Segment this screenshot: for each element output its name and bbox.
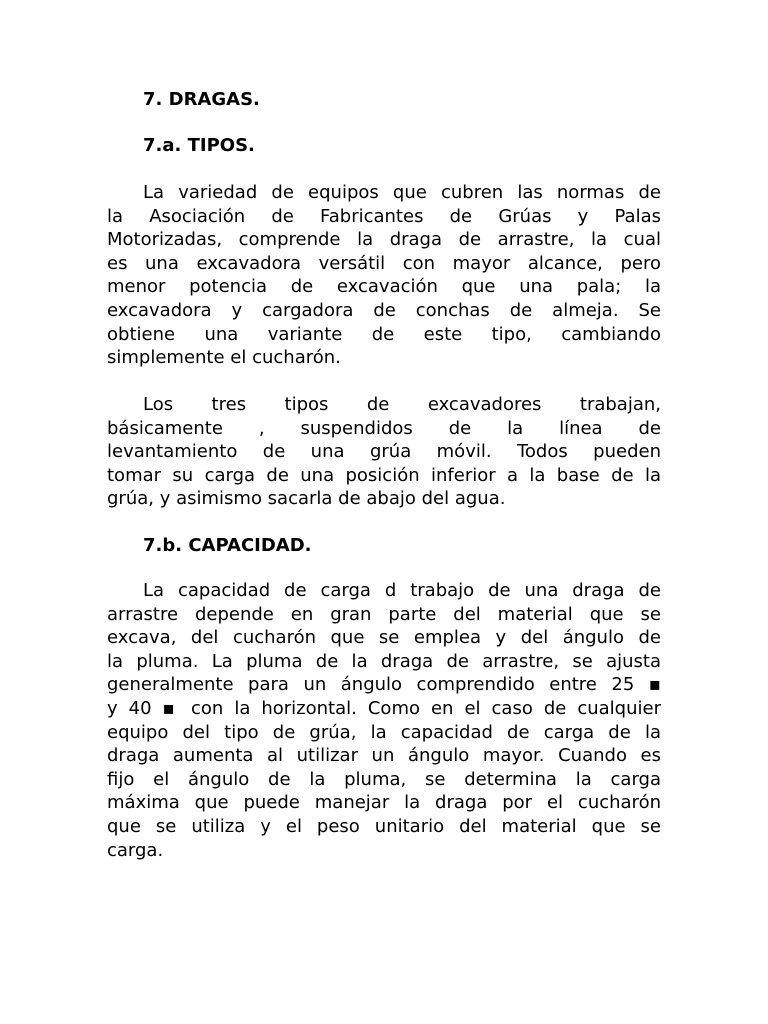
paragraph-line: carga. <box>107 839 164 861</box>
paragraph-line: excavadora y cargadora de conchas de almeja. Se <box>107 299 661 321</box>
paragraph-line: Los tres tipos de excavadores trabajan, <box>143 394 661 415</box>
paragraph-line: máxima que puede manejar la draga por el cucharón <box>107 792 661 814</box>
paragraph-line: generalmente para un ángulo comprendido entre 25 ▪ <box>107 674 661 696</box>
paragraph-line: menor potencia de excavación que una pala; la <box>107 276 661 298</box>
paragraph-line: tomar su carga de una posición inferior a la base de la <box>107 464 661 486</box>
paragraph-line: simplemente el cucharón. <box>107 347 341 369</box>
paragraph-line: levantamiento de una grúa móvil. Todos pueden <box>107 441 661 463</box>
subsection-heading-capacidad: 7.b. CAPACIDAD. <box>143 535 312 556</box>
paragraph-tipos-2 <box>107 393 661 511</box>
paragraph-line: draga aumenta al utilizar un ángulo mayor. Cuando es <box>107 745 661 767</box>
paragraph-line: La variedad de equipos que cubren las normas de <box>143 182 661 203</box>
paragraph-line: que se utiliza y el peso unitario del material que se <box>107 815 661 837</box>
paragraph-line: grúa, y asimismo sacarla de abajo del agua. <box>107 488 506 510</box>
paragraph-line: la Asociación de Fabricantes de Grúas y Palas <box>107 205 661 227</box>
paragraph-line: arrastre depende en gran parte del material que se <box>107 603 661 625</box>
section-heading-dragas: 7. DRAGAS. <box>143 89 260 110</box>
paragraph-line: Motorizadas, comprende la draga de arrastre, la cual <box>107 229 661 251</box>
paragraph-line: obtiene una variante de este tipo, cambiando <box>107 323 661 345</box>
paragraph-line: básicamente , suspendidos de la línea de <box>107 417 661 439</box>
paragraph-line: fijo el ángulo de la pluma, se determina la carga <box>107 768 661 790</box>
paragraph-line: es una excavadora versátil con mayor alcance, pero <box>107 252 661 274</box>
paragraph-line: y 40 ▪ con la horizontal. Como en el caso de cualquier <box>107 697 661 719</box>
paragraph-line: equipo del tipo de grúa, la capacidad de carga de la <box>107 721 661 743</box>
paragraph-line: excava, del cucharón que se emplea y del ángulo de <box>107 627 661 649</box>
paragraph-tipos-1 <box>107 181 661 370</box>
paragraph-line: la pluma. La pluma de la draga de arrastre, se ajusta <box>107 650 661 672</box>
paragraph-line: La capacidad de carga d trabajo de una draga de <box>143 580 661 601</box>
subsection-heading-tipos: 7.a. TIPOS. <box>143 135 255 156</box>
paragraph-capacidad <box>107 579 661 862</box>
